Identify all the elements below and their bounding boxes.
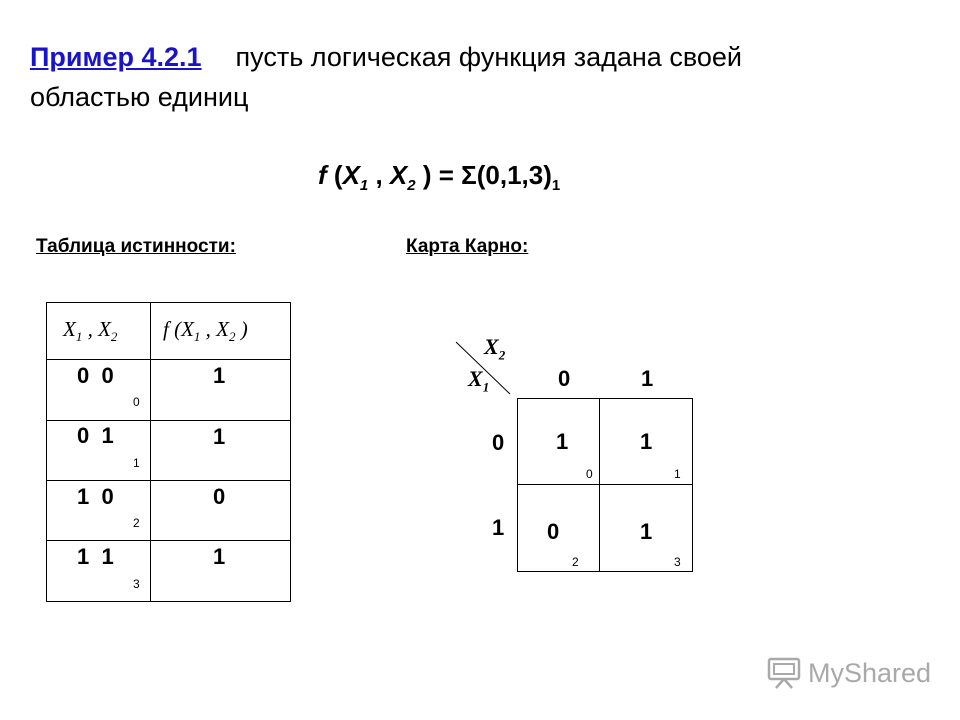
table-row-value: 1 (213, 363, 226, 388)
karnaugh-cell-index: 3 (674, 555, 681, 569)
karnaugh-cell-index: 2 (572, 555, 579, 569)
formula-x1: X (342, 160, 360, 190)
formula-open: ( (326, 160, 343, 190)
table-row-bits: 0 1 (77, 423, 114, 448)
formula-f: f (318, 160, 327, 190)
karnaugh-col-label: 0 (558, 366, 571, 391)
formula-x2: X (389, 160, 408, 190)
title-line-1 (30, 40, 742, 74)
karnaugh-map (517, 398, 693, 572)
karnaugh-row-label: 1 (492, 515, 505, 540)
karnaugh-row-var: $X_1$ (468, 366, 490, 395)
table-row-index: 2 (133, 516, 140, 530)
table-row-index: 1 (133, 456, 140, 470)
truth-table (46, 302, 291, 602)
watermark-logo (766, 656, 931, 690)
karnaugh-cell-index: 1 (674, 467, 681, 481)
table-row-value: 1 (213, 424, 226, 449)
table-row-bits: 1 0 (77, 484, 114, 509)
table-row-bits: 0 0 (77, 363, 114, 388)
karnaugh-cell-value: 1 (556, 429, 569, 454)
formula-comma: , (368, 160, 390, 190)
watermark-brand: MyShared (808, 657, 932, 688)
table-row-index: 3 (133, 577, 140, 591)
formula-sigma: Σ (461, 160, 477, 190)
formula-x2-sub: 2 (407, 177, 416, 195)
formula-close-eq: ) = (415, 160, 462, 190)
table-row-value: 1 (213, 544, 226, 569)
formula-set: (0,1,3) (476, 160, 552, 190)
karnaugh-row-label: 0 (492, 430, 505, 455)
function-formula (318, 160, 560, 194)
karnaugh-heading: Карта Карно: (406, 236, 529, 257)
truth-table-header-function: f ($X_1$ , $X_2$ ) (163, 317, 248, 345)
presentation-board-icon (766, 656, 802, 690)
karnaugh-cell-value: 1 (640, 519, 653, 544)
truth-table-heading: Таблица истинности: (36, 236, 236, 257)
title-line-2: областью единиц (30, 82, 249, 112)
karnaugh-cell-value: 0 (547, 519, 560, 544)
karnaugh-col-label: 1 (641, 366, 654, 391)
truth-table-header-args: $X_1$ , $X_2$ (63, 317, 118, 345)
table-row-index: 0 (133, 395, 140, 409)
karnaugh-col-var: $X_2$ (484, 334, 506, 363)
example-link[interactable]: Пример 4.2.1 (30, 42, 202, 72)
karnaugh-cell-index: 0 (586, 467, 593, 481)
table-row-value: 0 (213, 484, 226, 509)
karnaugh-cell-value: 1 (640, 429, 653, 454)
formula-set-sub: 1 (551, 177, 561, 195)
formula-x1-sub: 1 (359, 177, 369, 195)
title-text-1: пусть логическая функция задана своей (235, 42, 742, 72)
table-row-bits: 1 1 (77, 544, 114, 569)
